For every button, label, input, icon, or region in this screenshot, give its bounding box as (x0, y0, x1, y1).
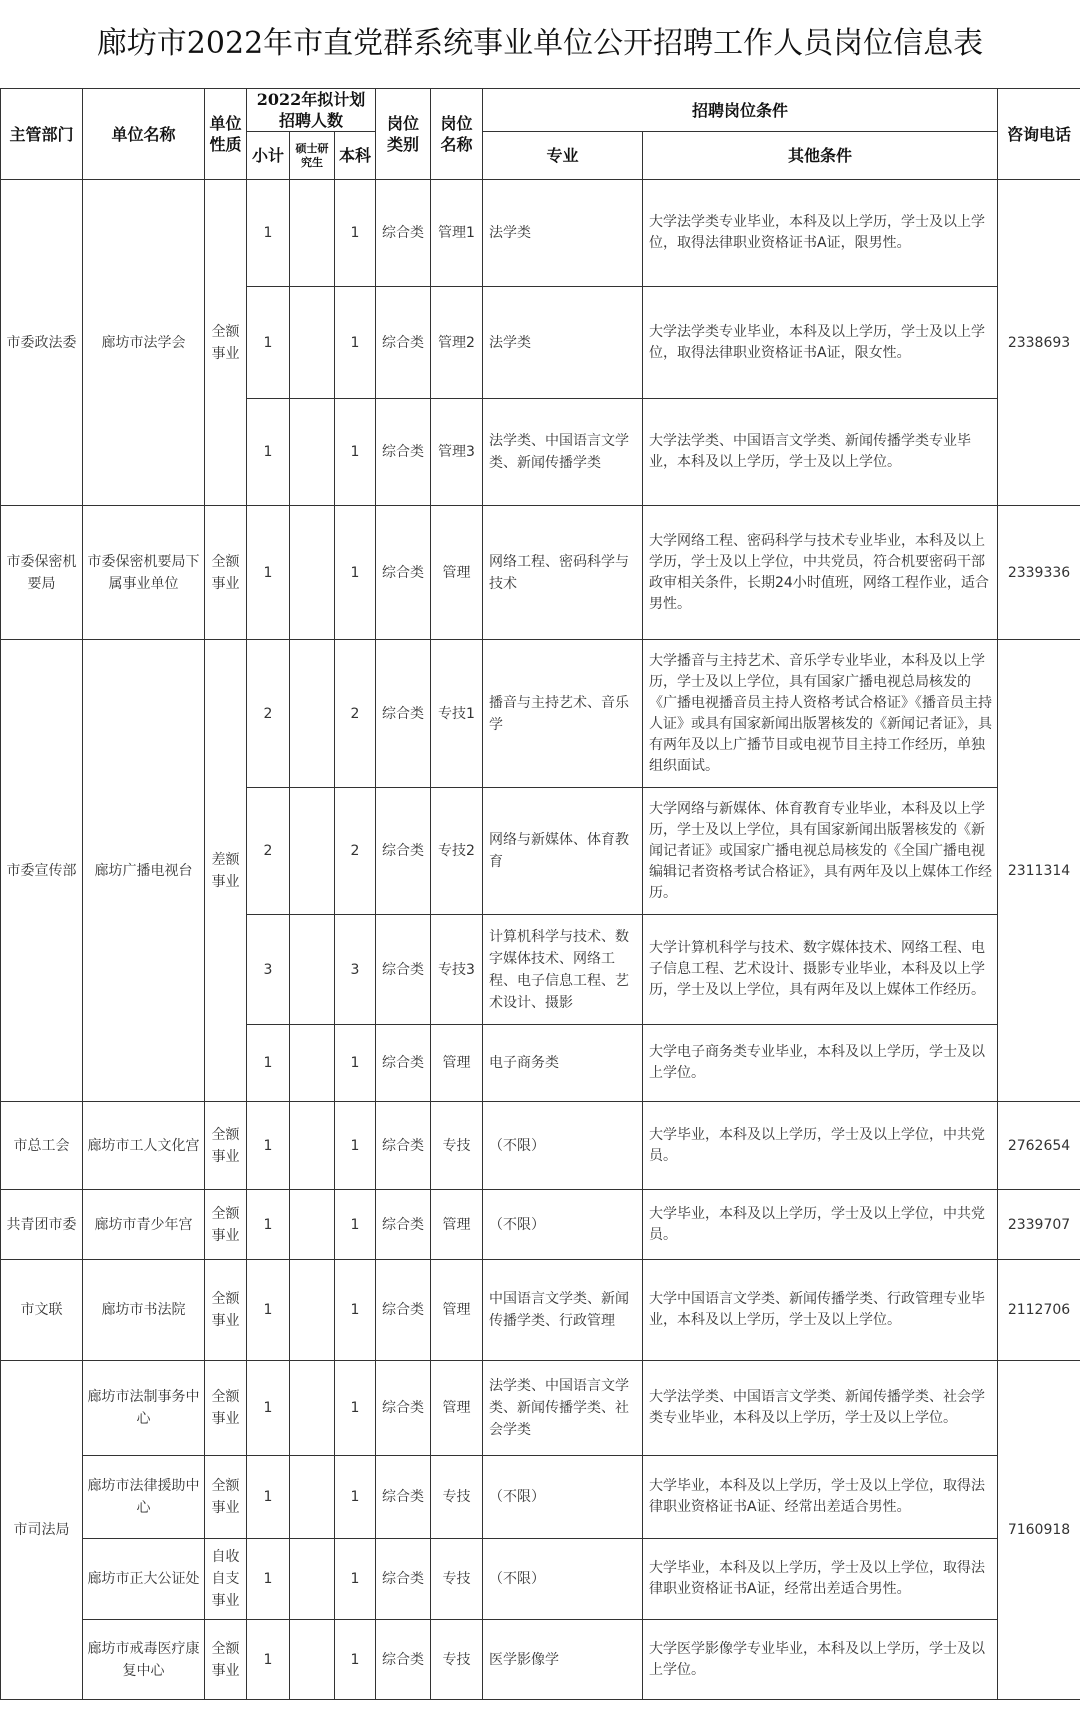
category-cell: 综合类 (376, 1190, 431, 1260)
unit-nature-cell: 差额事业 (205, 640, 247, 1102)
other-conditions-cell: 大学法学类专业毕业，本科及以上学历，学士及以上学位，取得法律职业资格证书A证，限男性。 (643, 180, 998, 287)
bachelor-cell: 1 (335, 506, 376, 640)
phone-cell: 2338693 (998, 180, 1080, 506)
major-cell: 播音与主持艺术、音乐学 (483, 640, 643, 788)
master-cell (290, 1260, 335, 1361)
bachelor-cell: 1 (335, 287, 376, 399)
master-cell (290, 287, 335, 399)
unit-nature-cell: 全额事业 (205, 1620, 247, 1700)
master-cell (290, 788, 335, 915)
master-cell (290, 399, 335, 506)
subtotal-cell: 1 (247, 1190, 290, 1260)
major-cell: （不限） (483, 1190, 643, 1260)
header-master: 硕士研究生 (290, 132, 335, 180)
bachelor-cell: 1 (335, 1620, 376, 1700)
dept-cell: 市司法局 (1, 1361, 83, 1700)
subtotal-cell: 2 (247, 788, 290, 915)
bachelor-cell: 1 (335, 1361, 376, 1456)
bachelor-cell: 1 (335, 1260, 376, 1361)
other-conditions-cell: 大学网络与新媒体、体育教育专业毕业，本科及以上学历，学士及以上学位，具有国家新闻出版署核发的《新闻记者证》或国家广播电视总局核发的《全国广播电视编辑记者资格考试合格证》，具有两年及以上媒体工作经历。 (643, 788, 998, 915)
major-cell: 网络与新媒体、体育教育 (483, 788, 643, 915)
header-nature: 单位性质 (205, 89, 247, 180)
bachelor-cell: 2 (335, 788, 376, 915)
unit-nature-cell: 自收自支事业 (205, 1539, 247, 1620)
major-cell: 法学类 (483, 180, 643, 287)
dept-cell: 市委保密机要局 (1, 506, 83, 640)
subtotal-cell: 1 (247, 1456, 290, 1539)
table-row (1, 1456, 1080, 1539)
category-cell: 综合类 (376, 506, 431, 640)
unit-name-cell: 廊坊市法律援助中心 (83, 1456, 205, 1539)
unit-name-cell: 廊坊广播电视台 (83, 640, 205, 1102)
bachelor-cell: 3 (335, 915, 376, 1025)
page-title: 廊坊市2022年市直党群系统事业单位公开招聘工作人员岗位信息表 (96, 26, 984, 61)
phone-cell: 7160918 (998, 1361, 1080, 1700)
major-cell: （不限） (483, 1539, 643, 1620)
dept-cell: 市委宣传部 (1, 640, 83, 1102)
phone-cell: 2762654 (998, 1102, 1080, 1190)
phone-cell: 2112706 (998, 1260, 1080, 1361)
post-name-cell: 专技 (431, 1620, 483, 1700)
major-cell: 法学类 (483, 287, 643, 399)
unit-nature-cell: 全额事业 (205, 1102, 247, 1190)
post-name-cell: 管理2 (431, 287, 483, 399)
unit-name-cell: 廊坊市青少年宫 (83, 1190, 205, 1260)
other-conditions-cell: 大学法学类、中国语言文学类、新闻传播学类、社会学类专业毕业，本科及以上学历，学士及以上学位。 (643, 1361, 998, 1456)
master-cell (290, 1620, 335, 1700)
master-cell (290, 1456, 335, 1539)
dept-cell: 市总工会 (1, 1102, 83, 1190)
category-cell: 综合类 (376, 1361, 431, 1456)
post-name-cell: 专技 (431, 1102, 483, 1190)
category-cell: 综合类 (376, 788, 431, 915)
table-row (1, 506, 1080, 640)
unit-name-cell: 市委保密机要局下属事业单位 (83, 506, 205, 640)
unit-name-cell: 廊坊市正大公证处 (83, 1539, 205, 1620)
subtotal-cell: 1 (247, 180, 290, 287)
subtotal-cell: 1 (247, 1620, 290, 1700)
header-dept: 主管部门 (1, 89, 83, 180)
category-cell: 综合类 (376, 915, 431, 1025)
master-cell (290, 180, 335, 287)
master-cell (290, 1190, 335, 1260)
header-conditions: 招聘岗位条件 (483, 89, 998, 132)
table-row (1, 1361, 1080, 1456)
unit-nature-cell: 全额事业 (205, 1456, 247, 1539)
subtotal-cell: 2 (247, 640, 290, 788)
category-cell: 综合类 (376, 640, 431, 788)
unit-name-cell: 廊坊市法制事务中心 (83, 1361, 205, 1456)
bachelor-cell: 1 (335, 1190, 376, 1260)
bachelor-cell: 2 (335, 640, 376, 788)
master-cell (290, 1102, 335, 1190)
table-row (1, 1190, 1080, 1260)
table-row (1, 640, 1080, 788)
post-name-cell: 专技 (431, 1539, 483, 1620)
master-cell (290, 1361, 335, 1456)
table-row (1, 1102, 1080, 1190)
category-cell: 综合类 (376, 1539, 431, 1620)
other-conditions-cell: 大学计算机科学与技术、数字媒体技术、网络工程、电子信息工程、艺术设计、摄影专业毕业，本科及以上学历，学士及以上学位，具有两年及以上媒体工作经历。 (643, 915, 998, 1025)
other-conditions-cell: 大学电子商务类专业毕业，本科及以上学历，学士及以上学位。 (643, 1025, 998, 1102)
header-major: 专业 (483, 132, 643, 180)
unit-name-cell: 廊坊市戒毒医疗康复中心 (83, 1620, 205, 1700)
post-name-cell: 管理3 (431, 399, 483, 506)
other-conditions-cell: 大学中国语言文学类、新闻传播学类、行政管理专业毕业，本科及以上学历，学士及以上学位。 (643, 1260, 998, 1361)
category-cell: 综合类 (376, 1620, 431, 1700)
post-name-cell: 专技1 (431, 640, 483, 788)
post-name-cell: 管理 (431, 506, 483, 640)
unit-nature-cell: 全额事业 (205, 180, 247, 506)
table-row (1, 1539, 1080, 1620)
category-cell: 综合类 (376, 399, 431, 506)
subtotal-cell: 1 (247, 399, 290, 506)
subtotal-cell: 1 (247, 1102, 290, 1190)
master-cell (290, 640, 335, 788)
other-conditions-cell: 大学法学类专业毕业，本科及以上学历，学士及以上学位，取得法律职业资格证书A证，限女性。 (643, 287, 998, 399)
master-cell (290, 506, 335, 640)
bachelor-cell: 1 (335, 1025, 376, 1102)
phone-cell: 2311314 (998, 640, 1080, 1102)
unit-name-cell: 廊坊市工人文化宫 (83, 1102, 205, 1190)
bachelor-cell: 1 (335, 1539, 376, 1620)
master-cell (290, 1025, 335, 1102)
post-name-cell: 专技 (431, 1456, 483, 1539)
major-cell: 中国语言文学类、新闻传播学类、行政管理 (483, 1260, 643, 1361)
bachelor-cell: 1 (335, 180, 376, 287)
phone-cell: 2339336 (998, 506, 1080, 640)
major-cell: （不限） (483, 1456, 643, 1539)
post-name-cell: 管理1 (431, 180, 483, 287)
subtotal-cell: 1 (247, 1025, 290, 1102)
subtotal-cell: 3 (247, 915, 290, 1025)
post-name-cell: 管理 (431, 1361, 483, 1456)
major-cell: 法学类、中国语言文学类、新闻传播学类、社会学类 (483, 1361, 643, 1456)
header-unit: 单位名称 (83, 89, 205, 180)
major-cell: 医学影像学 (483, 1620, 643, 1700)
category-cell: 综合类 (376, 1260, 431, 1361)
table-row (1, 1260, 1080, 1361)
master-cell (290, 1539, 335, 1620)
dept-cell: 市委政法委 (1, 180, 83, 506)
major-cell: 法学类、中国语言文学类、新闻传播学类 (483, 399, 643, 506)
other-conditions-cell: 大学毕业，本科及以上学历，学士及以上学位，中共党员。 (643, 1102, 998, 1190)
unit-nature-cell: 全额事业 (205, 1190, 247, 1260)
post-name-cell: 管理 (431, 1025, 483, 1102)
dept-cell: 市文联 (1, 1260, 83, 1361)
subtotal-cell: 1 (247, 1361, 290, 1456)
dept-cell: 共青团市委 (1, 1190, 83, 1260)
table-row (1, 180, 1080, 287)
unit-name-cell: 廊坊市法学会 (83, 180, 205, 506)
header-category: 岗位类别 (376, 89, 431, 180)
major-cell: （不限） (483, 1102, 643, 1190)
other-conditions-cell: 大学播音与主持艺术、音乐学专业毕业，本科及以上学历，学士及以上学位，具有国家广播电视总局核发的《广播电视播音员主持人资格考试合格证》《播音员主持人证》或具有国家新闻出版署核发的《新闻记者证》，具有两年及以上广播节目或电视节目主持工作经历，单独组织面试。 (643, 640, 998, 788)
subtotal-cell: 1 (247, 287, 290, 399)
master-cell (290, 915, 335, 1025)
category-cell: 综合类 (376, 1102, 431, 1190)
other-conditions-cell: 大学医学影像学专业毕业，本科及以上学历，学士及以上学位。 (643, 1620, 998, 1700)
unit-name-cell: 廊坊市书法院 (83, 1260, 205, 1361)
subtotal-cell: 1 (247, 1260, 290, 1361)
header-subtotal: 小计 (247, 132, 290, 180)
header-bachelor: 本科 (335, 132, 376, 180)
header-post-name: 岗位名称 (431, 89, 483, 180)
unit-nature-cell: 全额事业 (205, 506, 247, 640)
category-cell: 综合类 (376, 287, 431, 399)
post-name-cell: 管理 (431, 1190, 483, 1260)
major-cell: 电子商务类 (483, 1025, 643, 1102)
category-cell: 综合类 (376, 180, 431, 287)
job-table (0, 88, 1080, 1700)
header-plan: 2022年拟计划招聘人数 (247, 89, 376, 132)
bachelor-cell: 1 (335, 1102, 376, 1190)
other-conditions-cell: 大学毕业，本科及以上学历，学士及以上学位，取得法律职业资格证书A证、经常出差适合男性。 (643, 1456, 998, 1539)
bachelor-cell: 1 (335, 399, 376, 506)
unit-nature-cell: 全额事业 (205, 1260, 247, 1361)
other-conditions-cell: 大学法学类、中国语言文学类、新闻传播学类专业毕业，本科及以上学历，学士及以上学位。 (643, 399, 998, 506)
other-conditions-cell: 大学毕业，本科及以上学历，学士及以上学位，取得法律职业资格证书A证，经常出差适合男性。 (643, 1539, 998, 1620)
post-name-cell: 管理 (431, 1260, 483, 1361)
bachelor-cell: 1 (335, 1456, 376, 1539)
category-cell: 综合类 (376, 1456, 431, 1539)
other-conditions-cell: 大学网络工程、密码科学与技术专业毕业，本科及以上学历，学士及以上学位，中共党员，符合机要密码干部政审相关条件，长期24小时值班，网络工程作业，适合男性。 (643, 506, 998, 640)
subtotal-cell: 1 (247, 506, 290, 640)
major-cell: 网络工程、密码科学与技术 (483, 506, 643, 640)
header-phone: 咨询电话 (998, 89, 1080, 180)
post-name-cell: 专技2 (431, 788, 483, 915)
header-other: 其他条件 (643, 132, 998, 180)
other-conditions-cell: 大学毕业，本科及以上学历，学士及以上学位，中共党员。 (643, 1190, 998, 1260)
category-cell: 综合类 (376, 1025, 431, 1102)
table-row (1, 1620, 1080, 1700)
subtotal-cell: 1 (247, 1539, 290, 1620)
post-name-cell: 专技3 (431, 915, 483, 1025)
unit-nature-cell: 全额事业 (205, 1361, 247, 1456)
major-cell: 计算机科学与技术、数字媒体技术、网络工程、电子信息工程、艺术设计、摄影 (483, 915, 643, 1025)
phone-cell: 2339707 (998, 1190, 1080, 1260)
